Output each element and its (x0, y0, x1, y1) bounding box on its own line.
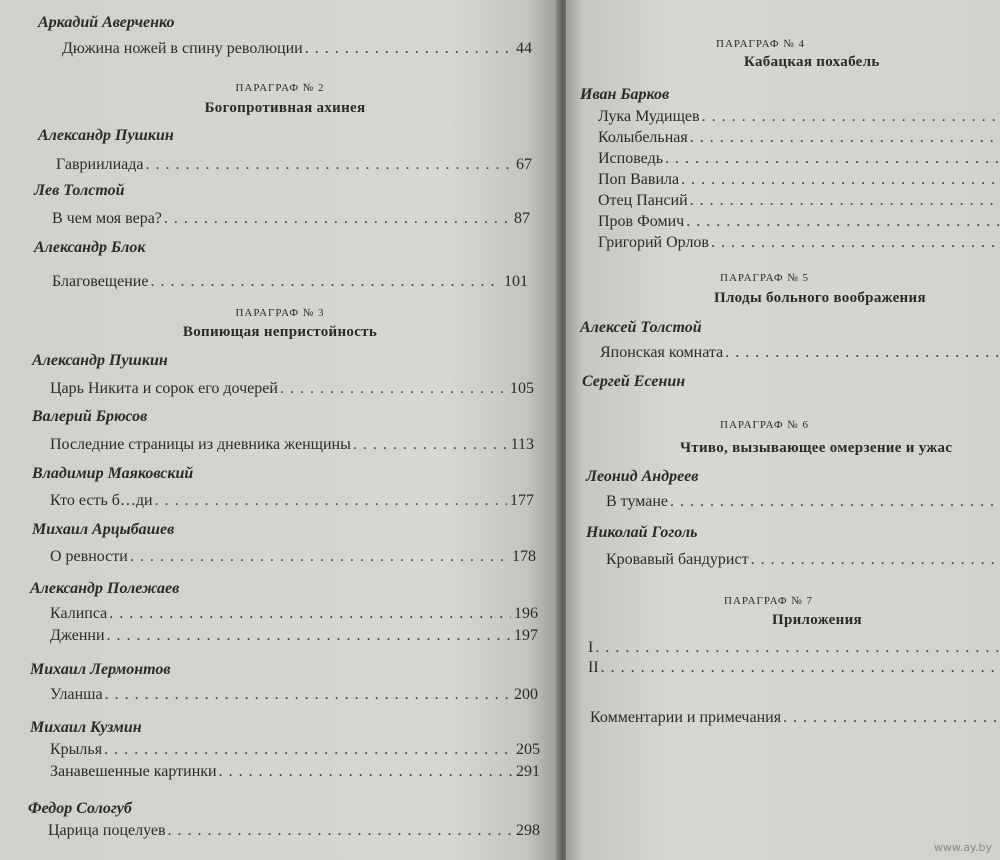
section-label: ПАРАГРАФ № 4 (716, 38, 806, 50)
section-label: ПАРАГРАФ № 6 (720, 419, 810, 431)
author-pushkin: Александр Пушкин (32, 352, 168, 369)
toc-entry: Комментарии и примечания . . . (590, 709, 1000, 727)
toc-entry: Калипса . . . 196 (50, 605, 538, 623)
section-label: ПАРАГРАФ № 7 (724, 595, 814, 607)
toc-entry: Японская комната . . . (600, 344, 1000, 362)
author-esenin: Сергей Есенин (582, 373, 686, 390)
toc-entry: О ревности . . . 178 (50, 548, 536, 566)
author-mayakovsky: Владимир Маяковский (32, 465, 194, 482)
right-page (566, 0, 1000, 860)
toc-entry: II . . . (588, 659, 1000, 677)
toc-entry: Гавриилиада . . . 67 (56, 156, 532, 174)
toc-entry: Исповедь . . . (598, 150, 1000, 168)
toc-entry: Крылья . . . 205 (50, 741, 540, 759)
author-andreev: Леонид Андреев (586, 468, 699, 485)
toc-entry: Уланша . . . 200 (50, 686, 538, 704)
section-title: Кабацкая похабель (744, 54, 880, 70)
author-polezhaev: Александр Полежаев (30, 580, 180, 597)
toc-entry: Последние страницы из дневника женщины . . . 113 (50, 436, 534, 454)
toc-entry: Поп Вавила . . . (598, 171, 1000, 189)
toc-entry: Отец Пансий . . . (598, 192, 1000, 210)
toc-entry: Лука Мудищев . . . (598, 108, 1000, 126)
toc-entry: Пров Фомич . . . (598, 213, 1000, 231)
toc-entry: Кровавый бандурист . . . (606, 551, 1000, 569)
section-title: Вопиющая непристойность (182, 324, 378, 340)
toc-entry: Дюжина ножей в спину революции . . . 44 (62, 40, 532, 58)
toc-entry: Григорий Орлов . . . (598, 234, 1000, 252)
author-sologub: Федор Сологуб (28, 800, 132, 817)
toc-entry: Кто есть б…ди . . . 177 (50, 492, 534, 510)
author-kuzmin: Михаил Кузмин (30, 719, 142, 736)
author-lermontov: Михаил Лермонтов (30, 661, 171, 678)
section-label: ПАРАГРАФ № 3 (235, 307, 325, 319)
section-title: Плоды больного воображения (714, 290, 926, 306)
toc-entry: Занавешенные картинки . . . 291 (50, 763, 540, 781)
author-pushkin: Александр Пушкин (38, 127, 174, 144)
section-title: Богопротивная ахинея (204, 100, 366, 116)
toc-entry: Царица поцелуев . . . 298 (48, 822, 540, 840)
toc-entry: Колыбельная . . . (598, 129, 1000, 147)
toc-entry: Царь Никита и сорок его дочерей . . . 105 (50, 380, 534, 398)
page-number: 44 (516, 40, 532, 57)
author-atolstoy: Алексей Толстой (580, 319, 702, 336)
toc-entry: I . . . (588, 639, 1000, 657)
section-label: ПАРАГРАФ № 2 (235, 82, 325, 94)
section-title: Приложения (772, 612, 862, 628)
toc-entry: Дженни . . . 197 (50, 627, 538, 645)
author-gogol: Николай Гоголь (586, 524, 698, 541)
section-title: Чтиво, вызывающее омерзение и ужас (680, 440, 953, 456)
author-barkov: Иван Барков (580, 86, 670, 103)
toc-entry: Благовещение . . . 101 (52, 273, 528, 291)
author-bryusov: Валерий Брюсов (32, 408, 148, 425)
author-artsybashev: Михаил Арцыбашев (32, 521, 175, 538)
watermark: www.ay.by (933, 841, 992, 854)
toc-entry: В тумане . . . (606, 493, 1000, 511)
section-label: ПАРАГРАФ № 5 (720, 272, 810, 284)
author-blok: Александр Блок (34, 239, 146, 256)
toc-entry: В чем моя вера? . . . 87 (52, 210, 530, 228)
author-tolstoy: Лев Толстой (34, 182, 125, 199)
author-averchenko: Аркадий Аверченко (38, 14, 175, 31)
